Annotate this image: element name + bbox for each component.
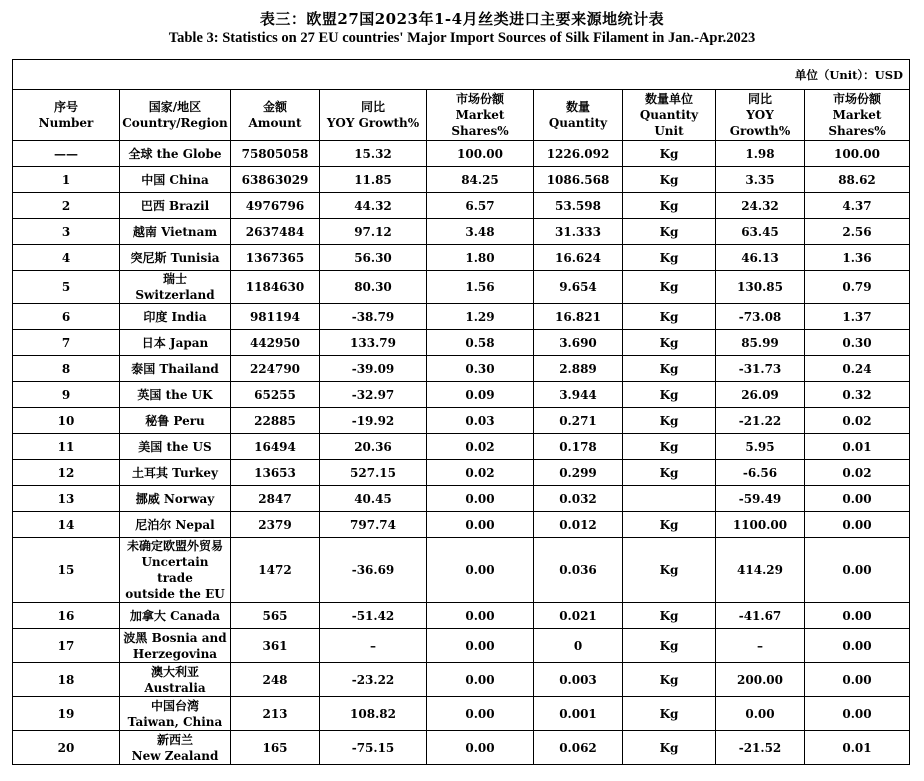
cell-amount-share: 0.09 (427, 382, 534, 408)
cell-amount: 2379 (231, 512, 320, 538)
cell-number: 14 (13, 512, 120, 538)
cell-amount-yoy: 11.85 (320, 167, 427, 193)
cell-quantity-share: 0.30 (805, 330, 910, 356)
cell-number: 4 (13, 245, 120, 271)
cell-amount-yoy: 527.15 (320, 460, 427, 486)
table-row (13, 193, 910, 219)
cell-quantity-unit (623, 486, 716, 512)
cell-country: 秘鲁 Peru (120, 408, 231, 434)
cell-amount-share: 84.25 (427, 167, 534, 193)
table-row (13, 486, 910, 512)
cell-country: 中国台湾 Taiwan, China (120, 697, 231, 731)
cell-quantity: 9.654 (534, 271, 623, 304)
cell-country: 越南 Vietnam (120, 219, 231, 245)
cell-quantity-share: 1.37 (805, 304, 910, 330)
cell-quantity-unit: Kg (623, 330, 716, 356)
cell-quantity-unit: Kg (623, 512, 716, 538)
cell-amount-share: 0.02 (427, 434, 534, 460)
cell-amount-share: 0.00 (427, 538, 534, 603)
import-sources-table (12, 59, 910, 765)
cell-amount: 213 (231, 697, 320, 731)
cell-amount-share: 0.00 (427, 603, 534, 629)
cell-country: 泰国 Thailand (120, 356, 231, 382)
table-row (13, 697, 910, 731)
cell-amount-share: 0.00 (427, 629, 534, 663)
header-quantity-yoy: 同比 YOY Growth% (716, 90, 805, 141)
header-quantity: 数量 Quantity (534, 90, 623, 141)
cell-quantity: 0.032 (534, 486, 623, 512)
header-number: 序号 Number (13, 90, 120, 141)
cell-quantity-yoy: 26.09 (716, 382, 805, 408)
table-row (13, 219, 910, 245)
cell-quantity-yoy: 46.13 (716, 245, 805, 271)
cell-quantity: 0.299 (534, 460, 623, 486)
table-row (13, 304, 910, 330)
table-row (13, 245, 910, 271)
table-row (13, 356, 910, 382)
table-row (13, 167, 910, 193)
cell-country: 尼泊尔 Nepal (120, 512, 231, 538)
cell-amount-yoy: 797.74 (320, 512, 427, 538)
cell-number: 11 (13, 434, 120, 460)
cell-number: 17 (13, 629, 120, 663)
cell-amount-share: 0.00 (427, 697, 534, 731)
cell-quantity-yoy: 85.99 (716, 330, 805, 356)
header-quantity-share: 市场份额 Market Shares% (805, 90, 910, 141)
cell-amount-share: 0.00 (427, 512, 534, 538)
title-english: Table 3: Statistics on 27 EU countries' Major Import Sources of Silk Filament in Jan.-Apr.2023 (168, 30, 756, 46)
cell-country: 挪威 Norway (120, 486, 231, 512)
title-chinese: 表三：欧盟27国2023年1-4月丝类进口主要来源地统计表 (259, 10, 665, 28)
cell-amount-share: 100.00 (427, 141, 534, 167)
cell-quantity-share: 0.79 (805, 271, 910, 304)
header-row (13, 90, 910, 141)
cell-amount-share: 0.00 (427, 663, 534, 697)
cell-quantity-unit: Kg (623, 245, 716, 271)
cell-quantity-share: 4.37 (805, 193, 910, 219)
table-row (13, 382, 910, 408)
cell-number: 10 (13, 408, 120, 434)
cell-amount: 565 (231, 603, 320, 629)
cell-quantity: 1226.092 (534, 141, 623, 167)
cell-quantity-share: 0.01 (805, 434, 910, 460)
cell-number: 19 (13, 697, 120, 731)
cell-number: 8 (13, 356, 120, 382)
cell-number: 1 (13, 167, 120, 193)
cell-amount-share: 0.58 (427, 330, 534, 356)
cell-country: 波黑 Bosnia and Herzegovina (120, 629, 231, 663)
cell-amount-yoy: 56.30 (320, 245, 427, 271)
cell-quantity: 3.944 (534, 382, 623, 408)
cell-quantity-yoy: – (716, 629, 805, 663)
cell-amount: 2847 (231, 486, 320, 512)
cell-amount-share: 0.30 (427, 356, 534, 382)
cell-amount: 13653 (231, 460, 320, 486)
cell-number: 6 (13, 304, 120, 330)
cell-quantity-yoy: -21.52 (716, 731, 805, 765)
cell-amount: 16494 (231, 434, 320, 460)
cell-quantity: 16.821 (534, 304, 623, 330)
cell-quantity: 16.624 (534, 245, 623, 271)
cell-country: 新西兰 New Zealand (120, 731, 231, 765)
cell-quantity-yoy: 0.00 (716, 697, 805, 731)
cell-quantity-share: 0.00 (805, 629, 910, 663)
cell-quantity-unit: Kg (623, 538, 716, 603)
cell-quantity-share: 1.36 (805, 245, 910, 271)
cell-quantity-share: 0.00 (805, 512, 910, 538)
cell-quantity: 0.021 (534, 603, 623, 629)
cell-quantity-share: 0.02 (805, 460, 910, 486)
cell-quantity-share: 0.00 (805, 486, 910, 512)
cell-number: 18 (13, 663, 120, 697)
cell-quantity-unit: Kg (623, 271, 716, 304)
cell-number: 7 (13, 330, 120, 356)
table-row (13, 271, 910, 304)
cell-quantity-unit: Kg (623, 460, 716, 486)
cell-quantity-unit: Kg (623, 731, 716, 765)
cell-quantity-share: 0.02 (805, 408, 910, 434)
cell-quantity-yoy: -73.08 (716, 304, 805, 330)
cell-quantity: 0.036 (534, 538, 623, 603)
cell-quantity-yoy: 1100.00 (716, 512, 805, 538)
header-amount-share: 市场份额 Market Shares% (427, 90, 534, 141)
cell-quantity-yoy: 63.45 (716, 219, 805, 245)
cell-country: 英国 the UK (120, 382, 231, 408)
cell-quantity-share: 0.00 (805, 697, 910, 731)
cell-quantity-unit: Kg (623, 434, 716, 460)
cell-amount-yoy: 80.30 (320, 271, 427, 304)
cell-quantity: 3.690 (534, 330, 623, 356)
cell-amount-yoy: 97.12 (320, 219, 427, 245)
cell-quantity-unit: Kg (623, 697, 716, 731)
cell-amount-yoy: -36.69 (320, 538, 427, 603)
cell-amount-yoy: 108.82 (320, 697, 427, 731)
table-row (13, 512, 910, 538)
cell-quantity-unit: Kg (623, 193, 716, 219)
cell-quantity-unit: Kg (623, 167, 716, 193)
cell-quantity-unit: Kg (623, 629, 716, 663)
table-row (13, 538, 910, 603)
cell-amount-yoy: – (320, 629, 427, 663)
cell-amount-yoy: -39.09 (320, 356, 427, 382)
unit-note: 单位（Unit）：USD (13, 60, 910, 90)
cell-number: 9 (13, 382, 120, 408)
cell-quantity: 0.271 (534, 408, 623, 434)
cell-amount: 75805058 (231, 141, 320, 167)
cell-amount-share: 0.00 (427, 731, 534, 765)
cell-quantity-yoy: 414.29 (716, 538, 805, 603)
cell-amount: 981194 (231, 304, 320, 330)
cell-quantity-share: 100.00 (805, 141, 910, 167)
cell-amount-yoy: -75.15 (320, 731, 427, 765)
cell-quantity-yoy: 130.85 (716, 271, 805, 304)
cell-quantity-unit: Kg (623, 382, 716, 408)
cell-number: 12 (13, 460, 120, 486)
table-row (13, 629, 910, 663)
cell-country: 加拿大 Canada (120, 603, 231, 629)
cell-country: 中国 China (120, 167, 231, 193)
table-row (13, 663, 910, 697)
table-row (13, 141, 910, 167)
cell-quantity-unit: Kg (623, 603, 716, 629)
cell-quantity: 2.889 (534, 356, 623, 382)
cell-quantity: 0.178 (534, 434, 623, 460)
cell-amount-share: 1.29 (427, 304, 534, 330)
cell-country: 土耳其 Turkey (120, 460, 231, 486)
cell-amount-yoy: -51.42 (320, 603, 427, 629)
cell-quantity: 0.003 (534, 663, 623, 697)
table-row (13, 330, 910, 356)
cell-amount: 22885 (231, 408, 320, 434)
cell-amount-share: 1.80 (427, 245, 534, 271)
cell-quantity-share: 0.32 (805, 382, 910, 408)
cell-amount: 442950 (231, 330, 320, 356)
header-quantity-unit: 数量单位 Quantity Unit (623, 90, 716, 141)
cell-quantity-unit: Kg (623, 219, 716, 245)
table-row (13, 731, 910, 765)
header-amount: 金额 Amount (231, 90, 320, 141)
cell-number: 20 (13, 731, 120, 765)
cell-quantity-share: 0.00 (805, 538, 910, 603)
cell-country: 突尼斯 Tunisia (120, 245, 231, 271)
cell-amount-share: 0.03 (427, 408, 534, 434)
cell-quantity-unit: Kg (623, 356, 716, 382)
table-row (13, 603, 910, 629)
cell-number: 13 (13, 486, 120, 512)
cell-quantity: 1086.568 (534, 167, 623, 193)
cell-quantity-yoy: -21.22 (716, 408, 805, 434)
cell-quantity: 53.598 (534, 193, 623, 219)
cell-quantity-share: 0.24 (805, 356, 910, 382)
cell-amount: 248 (231, 663, 320, 697)
cell-amount-yoy: -19.92 (320, 408, 427, 434)
cell-quantity-share: 88.62 (805, 167, 910, 193)
cell-country: 日本 Japan (120, 330, 231, 356)
cell-number: 3 (13, 219, 120, 245)
cell-quantity-share: 0.00 (805, 663, 910, 697)
cell-amount: 65255 (231, 382, 320, 408)
cell-quantity-yoy: -59.49 (716, 486, 805, 512)
cell-amount-share: 1.56 (427, 271, 534, 304)
header-country: 国家/地区 Country/Region (120, 90, 231, 141)
header-amount-yoy: 同比 YOY Growth% (320, 90, 427, 141)
cell-quantity-share: 2.56 (805, 219, 910, 245)
cell-number: 2 (13, 193, 120, 219)
cell-amount: 361 (231, 629, 320, 663)
table-row (13, 434, 910, 460)
cell-quantity-unit: Kg (623, 304, 716, 330)
cell-country: 美国 the US (120, 434, 231, 460)
cell-quantity: 0.062 (534, 731, 623, 765)
cell-number: —— (13, 141, 120, 167)
table-row (13, 408, 910, 434)
cell-amount-yoy: 20.36 (320, 434, 427, 460)
cell-amount-yoy: 44.32 (320, 193, 427, 219)
cell-quantity-yoy: -31.73 (716, 356, 805, 382)
cell-amount: 4976796 (231, 193, 320, 219)
cell-quantity: 31.333 (534, 219, 623, 245)
cell-amount-yoy: -32.97 (320, 382, 427, 408)
cell-quantity-yoy: 5.95 (716, 434, 805, 460)
cell-country: 瑞士 Switzerland (120, 271, 231, 304)
cell-quantity-yoy: -6.56 (716, 460, 805, 486)
cell-amount-yoy: -23.22 (320, 663, 427, 697)
cell-country: 全球 the Globe (120, 141, 231, 167)
cell-amount: 1184630 (231, 271, 320, 304)
cell-country: 未确定欧盟外贸易 Uncertain trade outside the EU (120, 538, 231, 603)
cell-quantity-share: 0.01 (805, 731, 910, 765)
cell-quantity-yoy: -41.67 (716, 603, 805, 629)
cell-amount-yoy: 133.79 (320, 330, 427, 356)
cell-quantity: 0.012 (534, 512, 623, 538)
cell-number: 15 (13, 538, 120, 603)
cell-amount: 63863029 (231, 167, 320, 193)
cell-quantity-yoy: 200.00 (716, 663, 805, 697)
cell-quantity: 0.001 (534, 697, 623, 731)
cell-amount-share: 0.00 (427, 486, 534, 512)
cell-amount: 2637484 (231, 219, 320, 245)
cell-amount: 1472 (231, 538, 320, 603)
cell-amount-share: 0.02 (427, 460, 534, 486)
cell-country: 澳大利亚 Australia (120, 663, 231, 697)
cell-amount-yoy: 15.32 (320, 141, 427, 167)
cell-quantity: 0 (534, 629, 623, 663)
cell-amount: 224790 (231, 356, 320, 382)
cell-country: 巴西 Brazil (120, 193, 231, 219)
cell-quantity-unit: Kg (623, 141, 716, 167)
cell-amount: 165 (231, 731, 320, 765)
cell-quantity-share: 0.00 (805, 603, 910, 629)
cell-quantity-yoy: 3.35 (716, 167, 805, 193)
cell-quantity-unit: Kg (623, 663, 716, 697)
cell-amount-yoy: 40.45 (320, 486, 427, 512)
cell-country: 印度 India (120, 304, 231, 330)
cell-number: 5 (13, 271, 120, 304)
cell-quantity-yoy: 1.98 (716, 141, 805, 167)
cell-number: 16 (13, 603, 120, 629)
cell-amount-yoy: -38.79 (320, 304, 427, 330)
cell-quantity-unit: Kg (623, 408, 716, 434)
table-row (13, 460, 910, 486)
cell-amount-share: 6.57 (427, 193, 534, 219)
cell-amount-share: 3.48 (427, 219, 534, 245)
cell-amount: 1367365 (231, 245, 320, 271)
cell-quantity-yoy: 24.32 (716, 193, 805, 219)
